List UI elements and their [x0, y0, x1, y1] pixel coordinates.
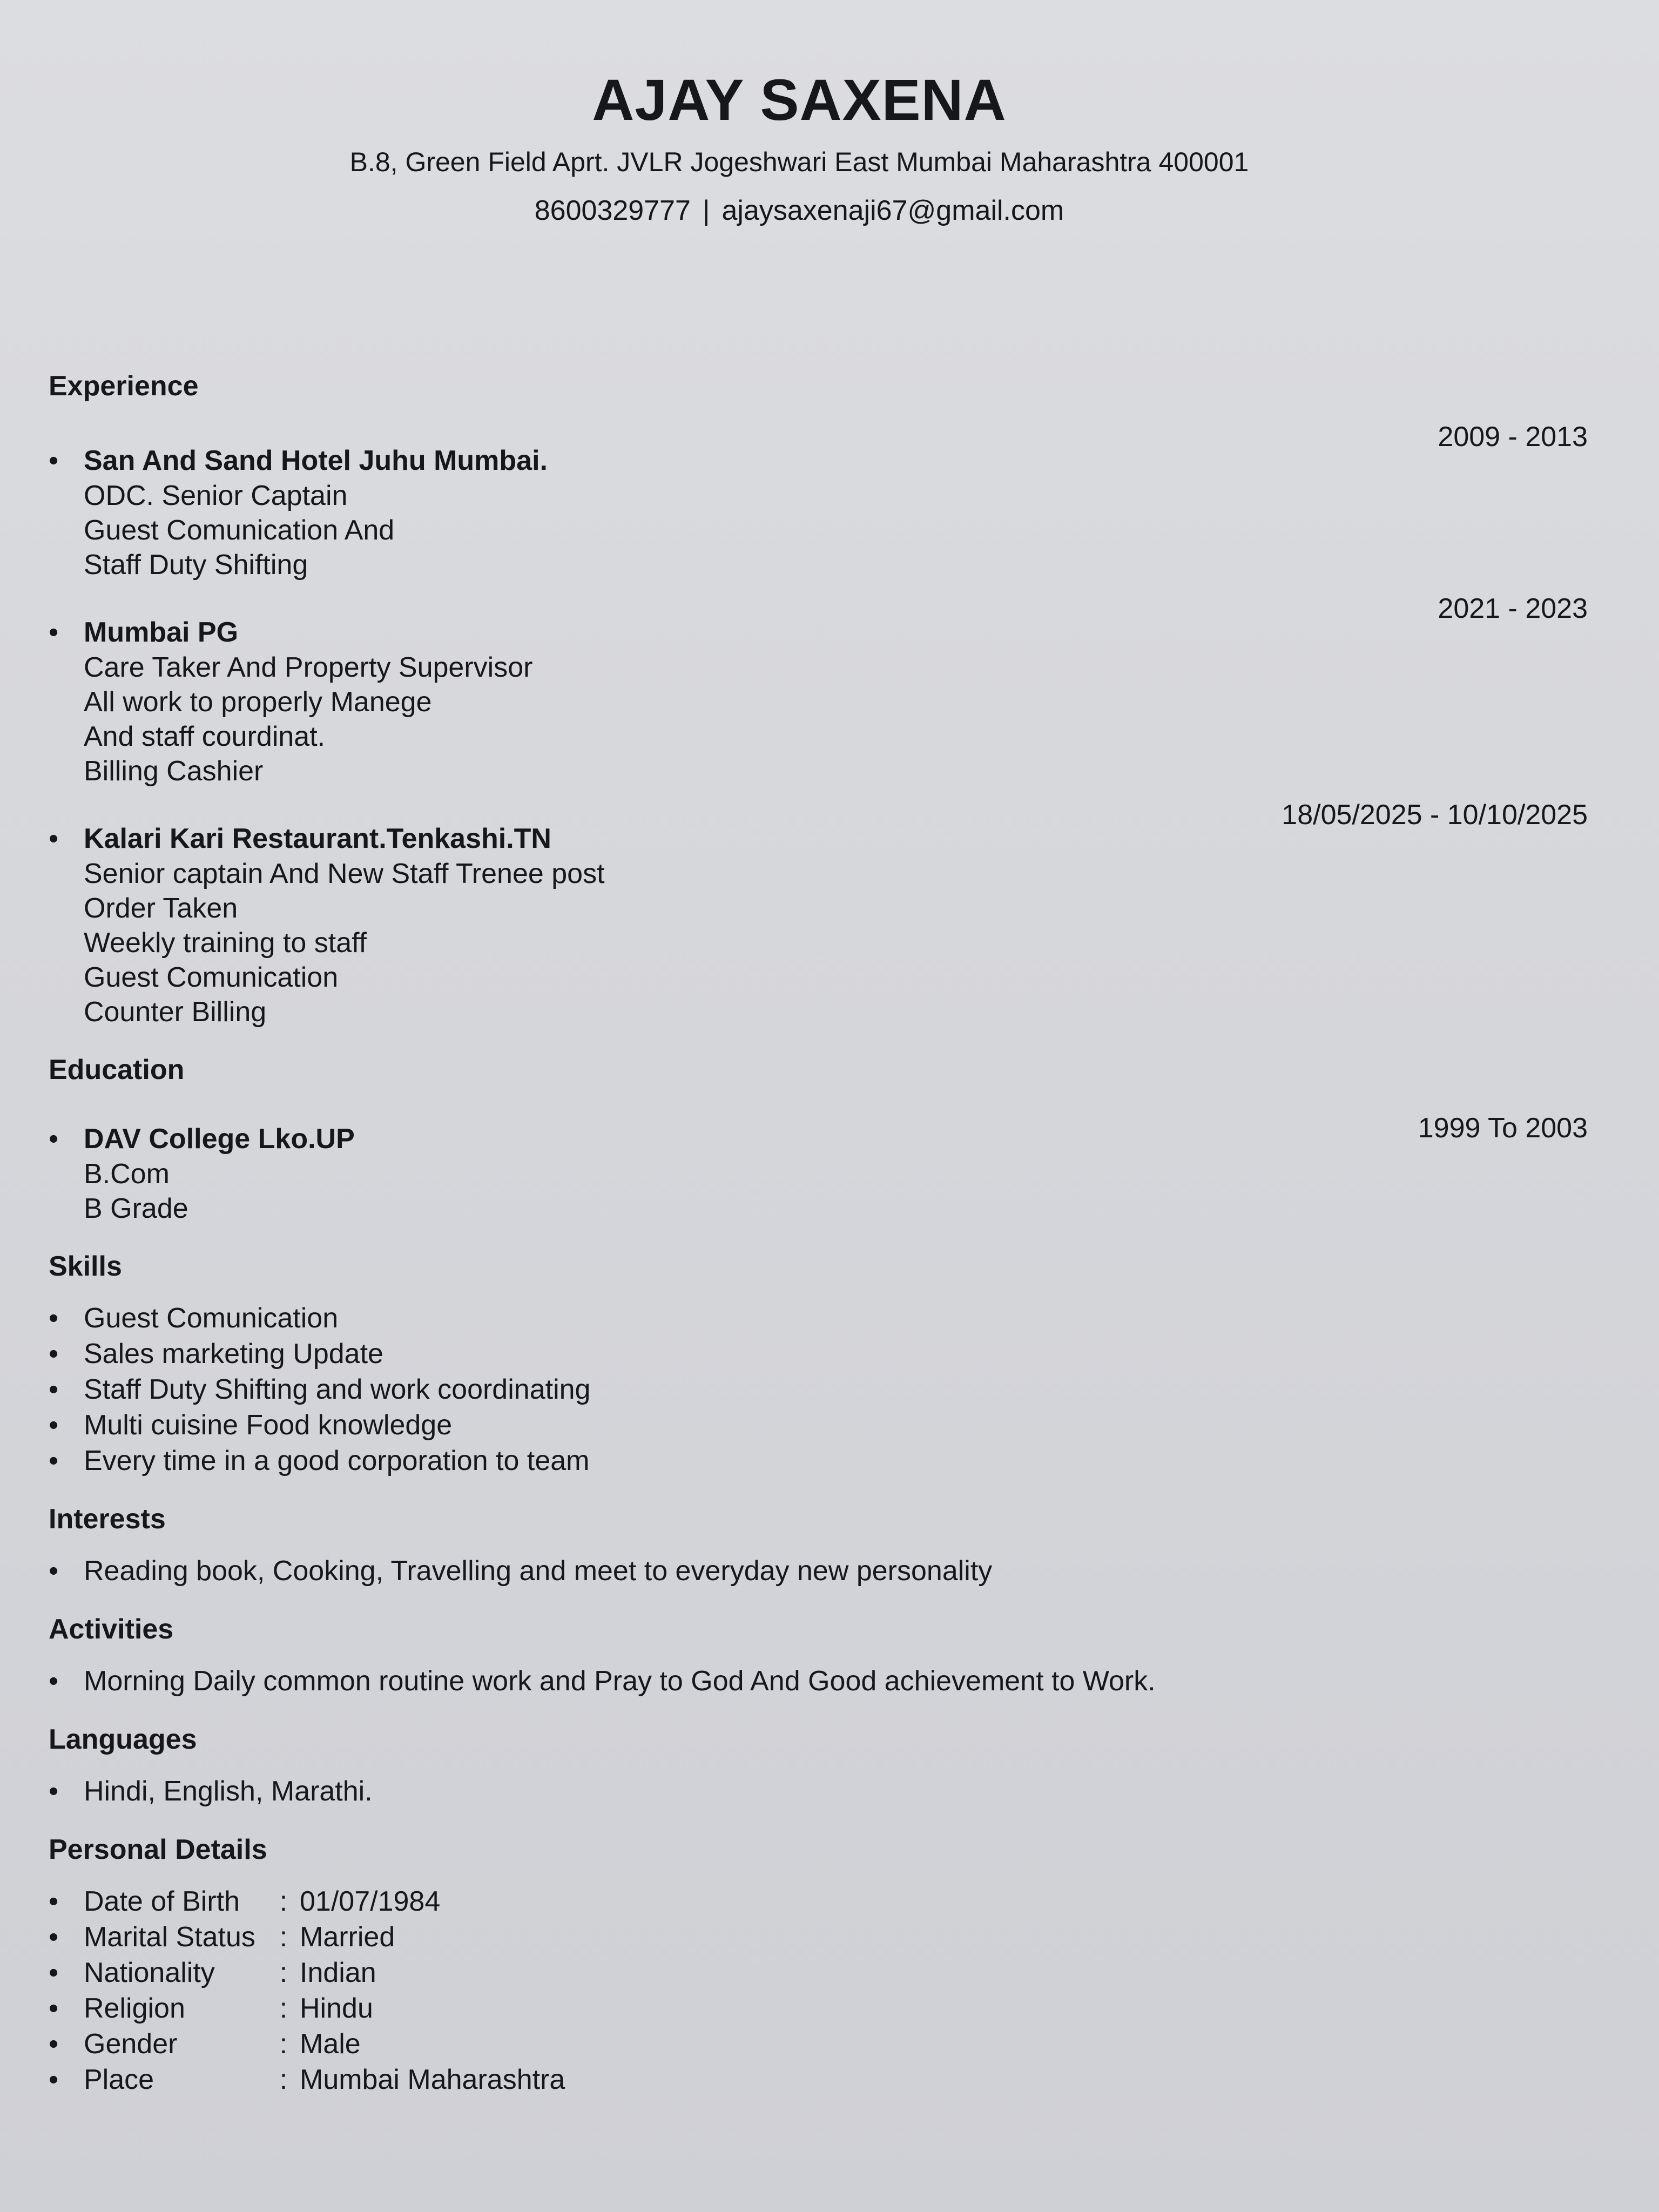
experience-detail: All work to properly Manege: [84, 686, 432, 718]
experience-detail: Care Taker And Property Supervisor: [84, 652, 533, 683]
detail-colon: :: [279, 2064, 288, 2095]
experience-detail: Senior captain And New Staff Trenee post: [84, 858, 605, 889]
personal-details-section: [49, 1831, 1588, 2098]
section-title-experience: Experience: [49, 370, 199, 402]
language-item: • Hindi, English, Marathi.: [49, 1773, 1588, 1809]
detail-value: 01/07/1984: [300, 1886, 441, 1917]
section-title-activities: Activities: [49, 1614, 174, 1645]
activity-item: • Morning Daily common routine work and Pray to God And Good achievement to Work.: [49, 1663, 1588, 1699]
section-title-skills: Skills: [49, 1251, 122, 1282]
experience-date: • 2021 - 2023: [1438, 593, 1588, 624]
skill-item: • Sales marketing Update: [49, 1336, 1588, 1372]
detail-colon: :: [279, 1993, 288, 2024]
skill-item: • Every time in a good corporation to team: [49, 1443, 1588, 1479]
skill-item: • Multi cuisine Food knowledge: [49, 1407, 1588, 1443]
resume-body: [49, 367, 1588, 2119]
experience-item: [49, 593, 1588, 788]
personal-detail-item: [49, 2026, 1588, 2062]
skills-list: [49, 1300, 1588, 1479]
skills-section: [49, 1247, 1588, 1479]
experience-detail: Guest Comunication And: [84, 515, 395, 546]
detail-label: • Place: [84, 2064, 154, 2095]
section-title-languages: Languages: [49, 1724, 197, 1755]
experience-detail: Counter Billing: [84, 996, 267, 1028]
personal-detail-item: [49, 1955, 1588, 1991]
activities-list: [49, 1663, 1588, 1699]
detail-label: • Gender: [84, 2028, 178, 2060]
personal-details-list: [49, 1884, 1588, 2098]
section-title-personal-details: Personal Details: [49, 1834, 267, 1865]
experience-item: [49, 799, 1588, 1029]
interests-list: [49, 1553, 1588, 1589]
education-item: [49, 1112, 1588, 1226]
detail-value: Married: [300, 1921, 395, 1953]
activities-section: [49, 1610, 1588, 1699]
experience-detail: Staff Duty Shifting: [84, 549, 308, 581]
address: B.8, Green Field Aprt. JVLR Jogeshwari East Mumbai Maharashtra 400001: [349, 147, 1249, 177]
experience-detail: Weekly training to staff: [84, 927, 367, 959]
personal-detail-item: [49, 1884, 1588, 1919]
detail-label: • Marital Status: [84, 1921, 255, 1953]
detail-colon: :: [279, 1957, 288, 1988]
detail-colon: :: [279, 2028, 288, 2060]
personal-detail-item: [49, 1919, 1588, 1955]
personal-detail-item: [49, 1991, 1588, 2026]
languages-section: [49, 1721, 1588, 1809]
experience-date: • 2009 - 2013: [1438, 421, 1588, 453]
experience-detail: And staff courdinat.: [84, 721, 326, 752]
experience-date: • 18/05/2025 - 10/10/2025: [1282, 799, 1588, 831]
detail-value: Indian: [300, 1957, 376, 1988]
detail-label: • Date of Birth: [84, 1886, 240, 1917]
experience-detail: Order Taken: [84, 893, 238, 924]
education-institution: DAV College Lko.UP: [84, 1123, 355, 1155]
skill-item: • Staff Duty Shifting and work coordinating: [49, 1372, 1588, 1407]
skill-item: • Guest Comunication: [49, 1300, 1588, 1336]
detail-colon: :: [279, 1886, 288, 1917]
personal-detail-item: [49, 2062, 1588, 2098]
experience-employer: Mumbai PG: [84, 617, 239, 648]
resume-header: [0, 65, 1599, 232]
candidate-name: AJAY SAXENA: [592, 67, 1007, 132]
detail-value: Male: [300, 2028, 361, 2060]
detail-colon: :: [279, 1921, 288, 1953]
education-detail: B Grade: [84, 1193, 188, 1224]
interest-item: • Reading book, Cooking, Travelling and meet to everyday new personality: [49, 1553, 1588, 1589]
experience-employer: San And Sand Hotel Juhu Mumbai.: [84, 445, 548, 476]
languages-list: [49, 1773, 1588, 1809]
education-detail: B.Com: [84, 1158, 170, 1190]
contact-line: [0, 189, 1599, 232]
interests-section: [49, 1500, 1588, 1589]
education-section: [49, 1051, 1588, 1226]
detail-label: • Nationality: [84, 1957, 215, 1988]
detail-value: Hindu: [300, 1993, 373, 2024]
experience-detail: Guest Comunication: [84, 962, 339, 993]
education-date: • 1999 To 2003: [1418, 1112, 1588, 1144]
experience-employer: Kalari Kari Restaurant.Tenkashi.TN: [84, 823, 551, 854]
experience-detail: ODC. Senior Captain: [84, 480, 348, 511]
section-title-interests: Interests: [49, 1503, 166, 1535]
experience-section: [49, 367, 1588, 1029]
detail-label: • Religion: [84, 1993, 185, 2024]
experience-detail: Billing Cashier: [84, 756, 264, 787]
phone-number: 8600329777: [534, 195, 691, 226]
detail-value: Mumbai Maharashtra: [300, 2064, 565, 2095]
email-address: ajaysaxenaji67@gmail.com: [721, 195, 1064, 226]
contact-separator: |: [702, 195, 710, 226]
experience-item: [49, 421, 1588, 582]
section-title-education: Education: [49, 1054, 185, 1085]
